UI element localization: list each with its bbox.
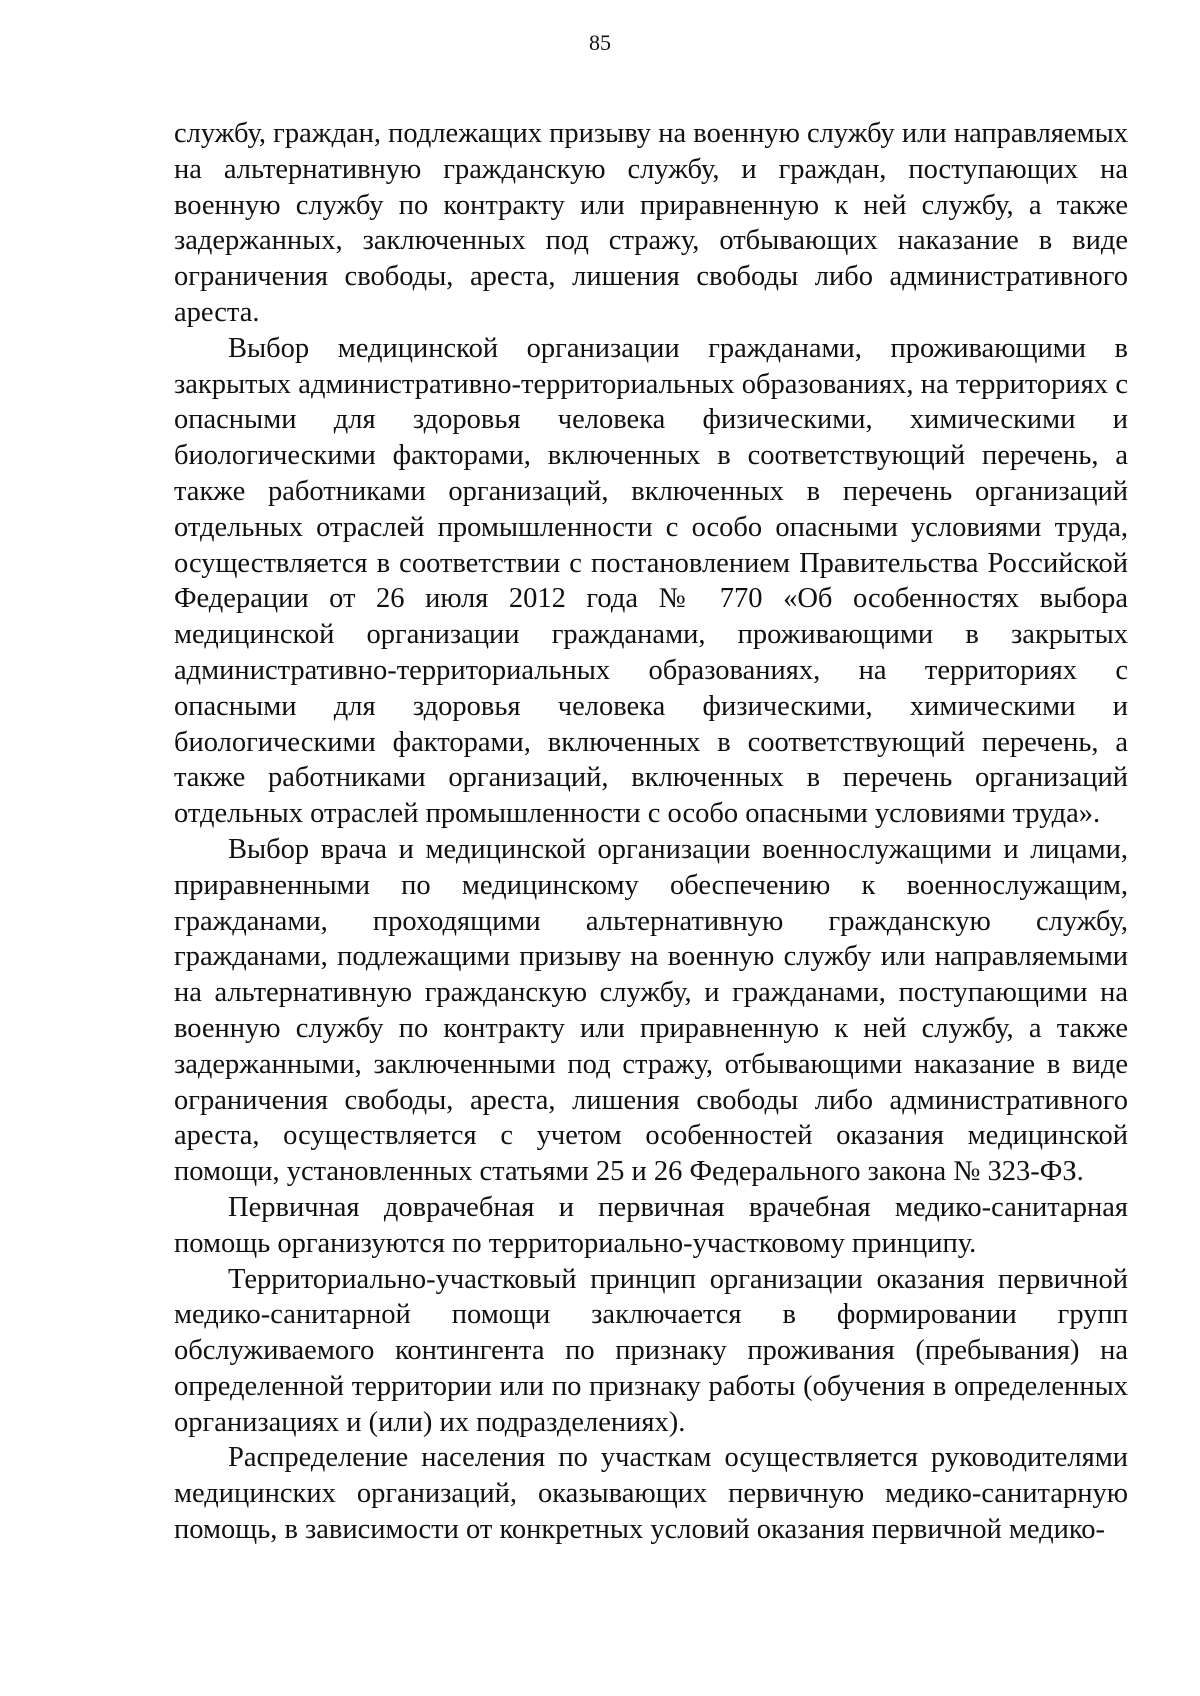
paragraph: Первичная доврачебная и первичная врачебная медико-санитарная помощь организуются по территориально-участковому принципу. bbox=[174, 1191, 1128, 1259]
paragraph: Выбор врача и медицинской организации военнослужащими и лицами, приравненными по медицинскому обеспечению к военнослужащим, гражданами, проходящими альтернативную гражданскую службу, гражданами, подлежащими призыву на военную службу или направляемыми на альтернативную гражданскую службу, и гражданами, поступающими на военную службу по контракту или приравненную к ней службу, а также задержанными, заключенными под стражу, отбывающими наказание в виде ограничения свободы, ареста, лишения свободы либо административного ареста, осуществляется с учетом особенностей оказания медицинской помощи, установленных статьями 25 и 26 Федерального закона № 323-ФЗ. bbox=[174, 833, 1128, 1188]
paragraph: службу, граждан, подлежащих призыву на военную службу или направляемых на альтернативную гражданскую службу, и граждан, поступающих на военную службу по контракту или приравненную к ней службу, а также задержанных, заключенных под стражу, отбывающих наказание в виде ограничения свободы, ареста, лишения свободы либо административного ареста. bbox=[174, 118, 1128, 328]
paragraph: Выбор медицинской организации гражданами, проживающими в закрытых административно-территориальных образованиях, на территориях с опасными для здоровья человека физическими, химическими и биологическими факторами, включенных в соответствующий перечень, а также работниками организаций, включенных в перечень организаций отдельных отраслей промышленности с особо опасными условиями труда, осуществляется в соответствии с постановлением Правительства Российской Федерации от 26 июля 2012 года № 770 «Об особенностях выбора медицинской организации гражданами, проживающими в закрытых административно-территориальных образованиях, на территориях с опасными для здоровья человека физическими, химическими и биологическими факторами, включенных в соответствующий перечень, а также работниками организаций, включенных в перечень организаций отдельных отраслей промышленности с особо опасными условиями труда». bbox=[174, 332, 1128, 830]
page-number: 85 bbox=[589, 30, 611, 55]
paragraph: Территориально-участковый принцип организации оказания первичной медико-санитарной помощи заключается в формировании групп обслуживаемого контингента по признаку проживания (пребывания) на определенной территории или по признаку работы (обучения в определенных организациях и (или) их подразделениях). bbox=[174, 1263, 1128, 1438]
document-body bbox=[174, 116, 1128, 1548]
paragraph: Распределение населения по участкам осуществляется руководителями медицинских организаций, оказывающих первичную медико-санитарную помощь, в зависимости от конкретных условий оказания первичной медико- bbox=[174, 1442, 1128, 1546]
